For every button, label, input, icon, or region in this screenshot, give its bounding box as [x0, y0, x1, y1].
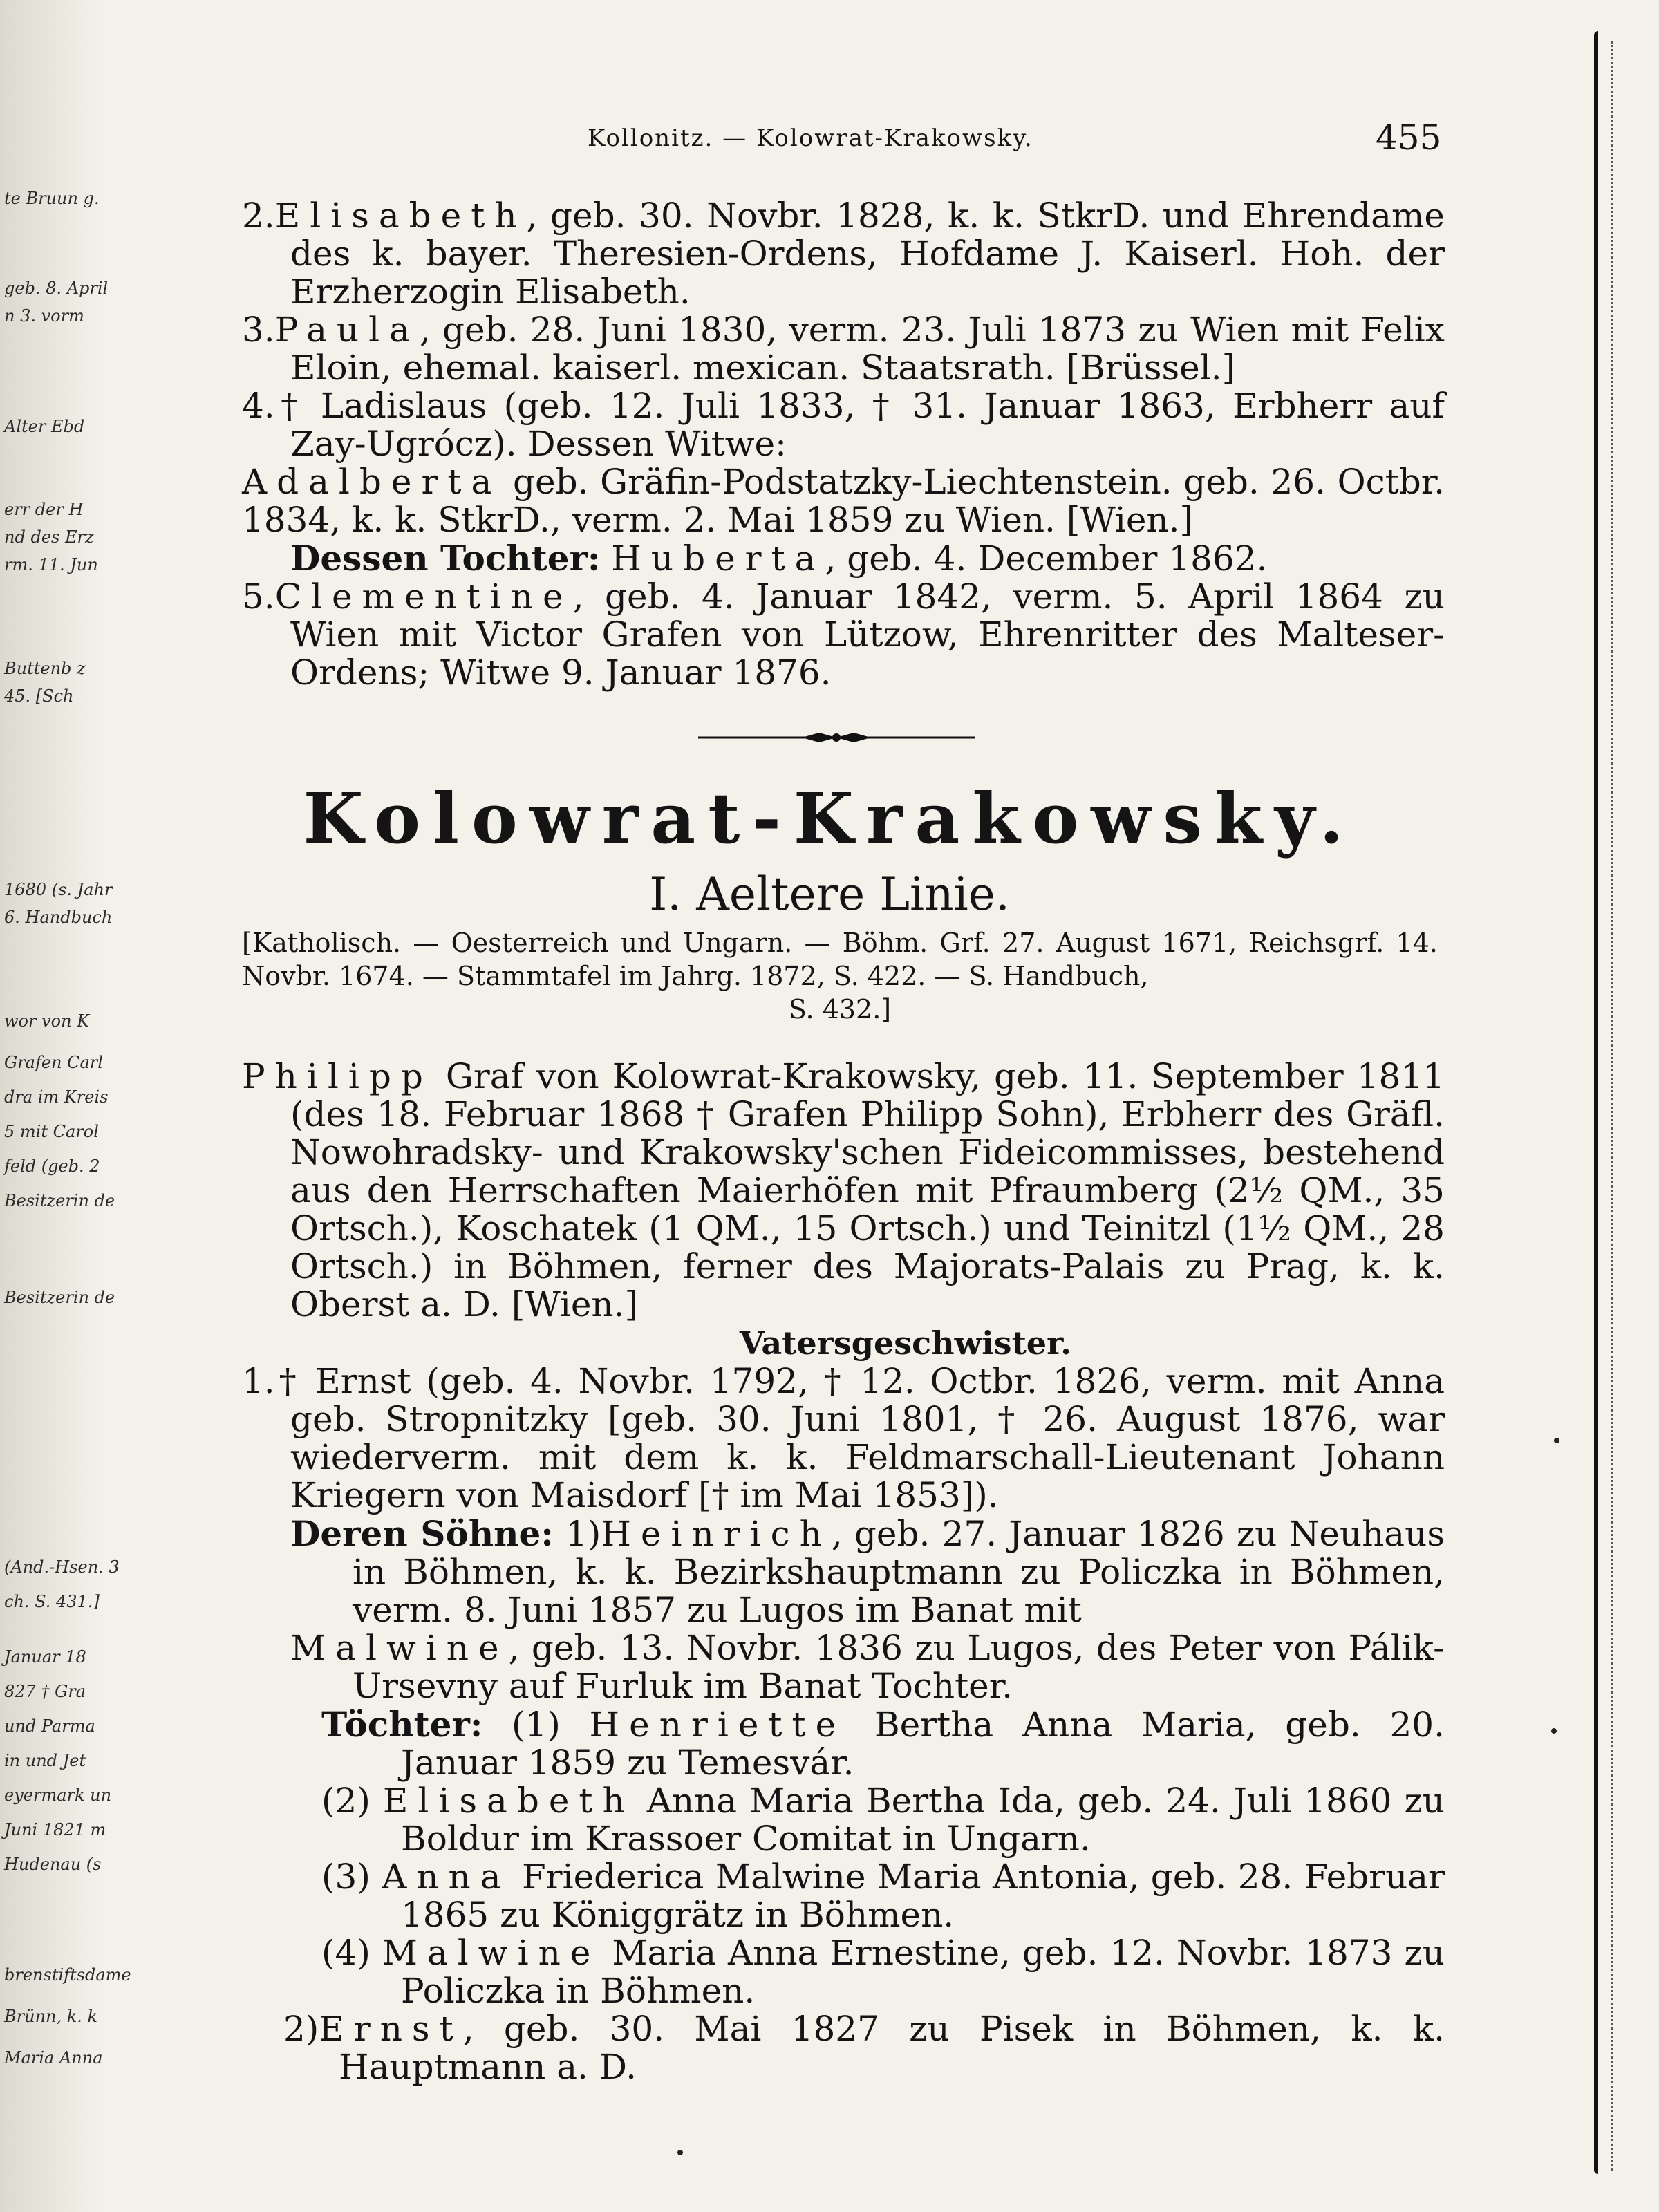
ornament-divider — [698, 729, 975, 746]
margin-fragment: Besitzerin de — [4, 1288, 115, 1307]
entry-number: 2) — [283, 2009, 319, 2049]
margin-fragment: in und Jet — [4, 1751, 86, 1770]
entry-3 — [242, 311, 1445, 387]
margin-fragment: 45. [Sch — [4, 686, 74, 706]
widow-entry — [242, 463, 1445, 539]
entry-number: 3. — [242, 310, 275, 350]
margin-fragment: geb. 8. April — [4, 279, 109, 298]
margin-fragment: feld (geb. 2 — [4, 1156, 100, 1176]
entry-text: , geb. 4. Januar 1842, verm. 5. April 1864 zu Wien mit Victor Grafen von Lützow, Ehrenritter des Malteser-Ordens; Witwe 9. Januar 1876. — [290, 577, 1445, 693]
stray-mark — [1551, 1728, 1557, 1734]
margin-fragment: Maria Anna — [4, 2048, 103, 2068]
entry-number: 4. — [242, 386, 275, 426]
entry-text: Anna Maria Bertha Ida, geb. 24. Juli 1860 zu Boldur im Krassoer Comitat in Ungarn. — [401, 1781, 1445, 1859]
entry-text: † Ernst (geb. 4. Novbr. 1792, † 12. Octbr. 1826, verm. mit Anna geb. Stropnitzky [geb. 30. Juni 1801, † 26. August 1876, war wiederverm. mit dem k. k. Feldmarschall-Lieutenant Johann Kriegern von Maisdorf [† im Mai 1853]). — [274, 1361, 1445, 1515]
right-border-dots — [1611, 41, 1615, 2171]
entry-text: , geb. 13. Novbr. 1836 zu Lugos, des Peter von Pálik-Ursevny auf Furluk im Banat Tochter. — [353, 1628, 1445, 1706]
page-number: 455 — [1376, 118, 1442, 158]
entry-number: (2) — [321, 1781, 371, 1821]
entry-name: Paula — [274, 310, 420, 350]
margin-fragment: Besitzerin de — [4, 1191, 115, 1210]
entry-name: Adalberta — [242, 462, 502, 502]
entry-text: (geb. 12. Juli 1833, † 31. Januar 1863, Erbherr auf Zay-Ugrócz). Dessen Witwe: — [290, 386, 1445, 464]
margin-fragment: n 3. vorm — [4, 306, 84, 326]
sibling-1 — [242, 1362, 1445, 1515]
family-title: Kolowrat-Krakowsky. — [303, 778, 1356, 859]
margin-fragment: dra im Kreis — [4, 1087, 109, 1107]
son-1 — [242, 1515, 1445, 1629]
entry-number: 1. — [242, 1361, 275, 1401]
entry-name: Henriette — [589, 1705, 846, 1745]
entry-label: Dessen Tochter: — [290, 538, 601, 579]
entry-text: , geb. 4. December 1862. — [825, 538, 1268, 579]
margin-fragment: brenstiftsdame — [4, 1965, 131, 1985]
entry-text: , geb. 27. Januar 1826 zu Neuhaus in Böhmen, k. k. Bezirkshauptmann zu Policzka in Böhmen, verm. 8. Juni 1857 zu Lugos im Banat mit — [353, 1514, 1445, 1630]
right-border-rule — [1594, 31, 1604, 2174]
entry-number: 1) — [565, 1514, 601, 1554]
entry-name: Elisabeth — [382, 1781, 635, 1821]
bracket-note — [242, 926, 1438, 1026]
daughter-3 — [242, 1858, 1445, 1934]
margin-fragment: Grafen Carl — [4, 1053, 103, 1072]
entry-label: Deren Söhne: — [290, 1513, 554, 1554]
margin-fragment: 827 † Gra — [4, 1682, 86, 1701]
top-entries-block — [242, 197, 1445, 692]
margin-fragment: err der H — [4, 500, 84, 519]
entry-text: , geb. 30. Novbr. 1828, k. k. StkrD. und Ehrendame des k. bayer. Theresien-Ordens, Hofdame J. Kaiserl. Hoh. der Erzherzogin Elisabeth. — [290, 196, 1445, 312]
margin-fragment: (And.-Hsen. 3 — [4, 1557, 120, 1577]
margin-fragment: Hudenau (s — [4, 1855, 102, 1874]
entry-number: (4) — [321, 1933, 371, 1973]
head-entry — [242, 1058, 1445, 1324]
entry-number: (1) — [512, 1705, 561, 1745]
entry-5 — [242, 578, 1445, 692]
entry-text: Bertha Anna Maria, geb. 20. Januar 1859 zu Temesvár. — [401, 1705, 1445, 1783]
entry-name: Elisabeth — [274, 196, 527, 236]
daughter-2 — [242, 1782, 1445, 1858]
entry-number: 5. — [242, 577, 275, 617]
son-2 — [242, 2010, 1445, 2086]
margin-fragment: Alter Ebd — [4, 417, 85, 436]
entry-name: Clementine — [274, 577, 573, 617]
bracket-note-line: [Katholisch. — Oesterreich und Ungarn. — Böhm. Grf. 27. August 1671, Reichsgrf. 14. Novbr. 1674. — Stammtafel im Jahrg. 1872, S. 422. — S. Handbuch, — [242, 928, 1438, 991]
margin-fragment: Buttenb z — [4, 659, 86, 678]
margin-fragment: ch. S. 431.] — [4, 1592, 100, 1611]
margin-fragment: wor von K — [4, 1011, 90, 1031]
stray-mark — [1554, 1438, 1559, 1443]
entry-2 — [242, 197, 1445, 311]
entry-label: Töchter: — [321, 1704, 483, 1745]
entry-name: Anna — [382, 1857, 511, 1897]
entry-name: Ernst — [319, 2009, 463, 2049]
entry-4 — [242, 387, 1445, 463]
entry-text: , geb. 28. Juni 1830, verm. 23. Juli 1873 zu Wien mit Felix Eloin, ehemal. kaiserl. mexican. Staatsrath. [Brüssel.] — [290, 310, 1445, 388]
stray-mark — [677, 2150, 683, 2155]
entry-name: Philipp — [242, 1056, 433, 1096]
line-subtitle: I. Aeltere Linie. — [649, 868, 1010, 921]
margin-fragment: Juni 1821 m — [4, 1820, 106, 1839]
margin-fragment: und Parma — [4, 1716, 95, 1736]
margin-fragment: Januar 18 — [4, 1647, 86, 1667]
margin-fragment: Brünn, k. k — [4, 2007, 98, 2026]
entry-text: Maria Anna Ernestine, geb. 12. Novbr. 1873 zu Policzka in Böhmen. — [401, 1933, 1445, 2011]
bracket-note-end: S. 432.] — [788, 994, 892, 1024]
entry-name: Heinrich — [601, 1514, 832, 1554]
daughter-4 — [242, 1934, 1445, 2010]
entry-name: Huberta — [611, 538, 825, 579]
margin-fragment: eyermark un — [4, 1785, 112, 1805]
entry-name: † Ladislaus — [274, 386, 487, 426]
margin-fragment: 5 mit Carol — [4, 1122, 99, 1141]
entry-text: geb. Gräfin-Podstatzky-Liechtenstein. geb. 26. Octbr. 1834, k. k. StkrD., verm. 2. Mai 1859 zu Wien. [Wien.] — [242, 462, 1445, 540]
margin-fragment: nd des Erz — [4, 527, 94, 547]
entry-name: Malwine — [382, 1933, 601, 1973]
wife-entry — [242, 1629, 1445, 1705]
entry-text: Friederica Malwine Maria Antonia, geb. 28. Februar 1865 zu Königgrätz in Böhmen. — [401, 1857, 1445, 1935]
entry-text: , geb. 30. Mai 1827 zu Pisek in Böhmen, k. k. Hauptmann a. D. — [339, 2009, 1445, 2087]
margin-fragment: te Bruun g. — [4, 189, 100, 208]
siblings-heading: Vatersgeschwister. — [739, 1324, 1072, 1362]
entry-name: Malwine — [290, 1628, 509, 1668]
entry-number: (3) — [321, 1857, 371, 1897]
entry-number: 2. — [242, 196, 275, 236]
running-head: Kollonitz. — Kolowrat-Krakowsky. — [588, 124, 1033, 152]
margin-fragment: 6. Handbuch — [4, 908, 113, 927]
daughter-entry — [242, 539, 1445, 578]
margin-fragment: rm. 11. Jun — [4, 555, 98, 574]
entry-text: Graf von Kolowrat-Krakowsky, geb. 11. September 1811 (des 18. Februar 1868 † Grafen Philipp Sohn), Erbherr des Gräfl. Nowohradsky- und Krakowsky'schen Fideicommisses, bestehend aus den Herrschaften Maierhöfen mit Pfraumberg (2½ QM., 35 Ortsch.), Koschatek (1 QM., 15 Ortsch.) und Teinitzl (1½ QM., 28 Ortsch.) in Böhmen, ferner des Majorats-Palais zu Prag, k. k. Oberst a. D. [Wien.] — [290, 1056, 1445, 1324]
main-body — [242, 1058, 1445, 2086]
daughter-1 — [242, 1705, 1445, 1782]
margin-fragment: 1680 (s. Jahr — [4, 880, 113, 899]
